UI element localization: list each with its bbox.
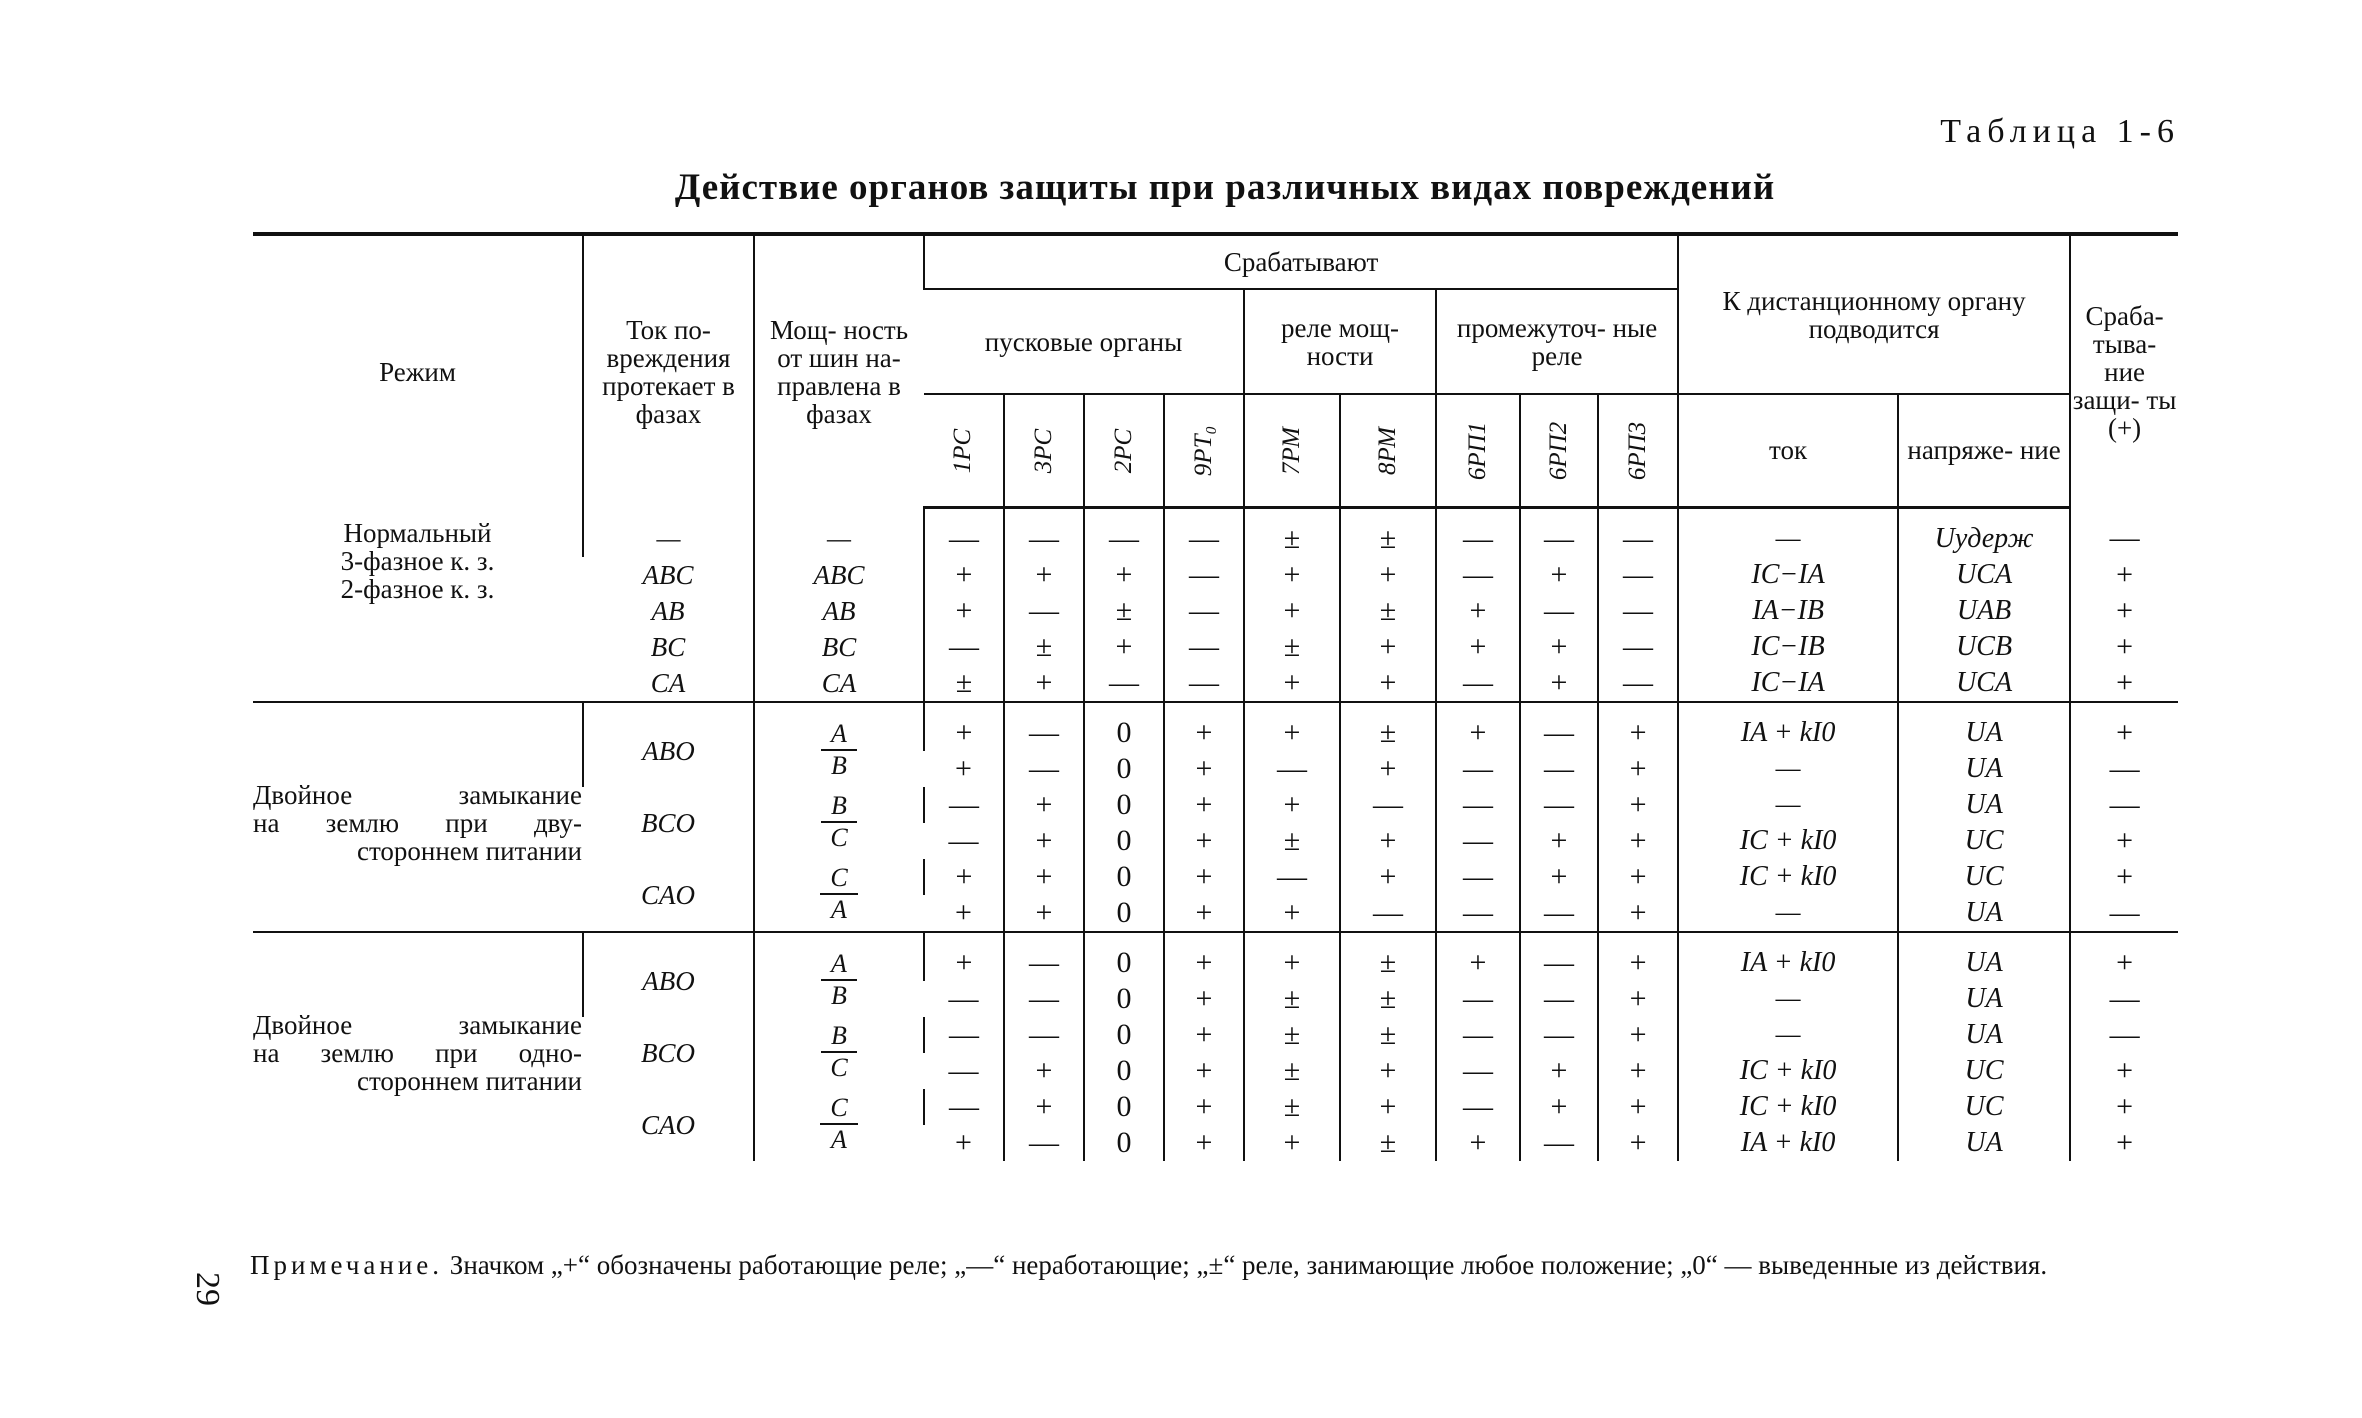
mode-line: на землю при одно-: [253, 1037, 582, 1068]
header-fault-current: Ток по- вреждения протекает в фазах: [583, 234, 754, 507]
relay-state-3rs: +: [1004, 823, 1084, 859]
relay-state-6rp2: +: [1520, 859, 1598, 895]
header-relay-6rp3: 6РП3: [1598, 394, 1678, 507]
relay-state-6rp1: +: [1436, 593, 1520, 629]
mode-line: 2-фазное к. з.: [340, 574, 495, 604]
relay-state-7rm: +: [1244, 665, 1340, 702]
relay-state-3rs: —: [1004, 751, 1084, 787]
mode-line: Двойное замыкание: [253, 1009, 582, 1040]
header-voltage: напряже- ние: [1898, 394, 2070, 507]
fault-current-phases: CAO: [641, 1109, 695, 1140]
relay-state-8rm: ±: [1340, 932, 1436, 981]
relay-state-7rm: +: [1244, 895, 1340, 932]
fraction-denominator: B: [831, 980, 847, 1010]
fraction-numerator: C: [820, 863, 857, 895]
relay-state-8rm: ±: [1340, 981, 1436, 1017]
page-number: 29: [189, 1272, 226, 1306]
fault-current-phases: —: [583, 507, 754, 557]
power-direction-fraction: [754, 1089, 924, 1161]
fault-current-phases: AB: [651, 595, 685, 626]
header-relay-2rs: 2РС: [1084, 394, 1164, 507]
table-row: [253, 702, 2178, 751]
distance-voltage: UA: [1898, 981, 2070, 1017]
relay-state-6rp2: —: [1520, 702, 1598, 751]
relay-state-9rt0: +: [1164, 1017, 1244, 1053]
protection-trip: +: [2070, 593, 2178, 629]
protection-trip: +: [2070, 859, 2178, 895]
header-protection-trip: Сраба- тыва- ние защи- ты (+): [2070, 234, 2178, 507]
distance-voltage: Uудерж: [1898, 507, 2070, 557]
relay-state-1rs: +: [955, 751, 972, 785]
relay-state-6rp2: +: [1520, 557, 1598, 593]
relay-state-3rs: ±: [1004, 629, 1084, 665]
relay-state-3rs: +: [1004, 665, 1084, 702]
relay-state-9rt0: +: [1164, 1125, 1244, 1161]
power-direction-phases: AB: [754, 593, 924, 629]
fraction-denominator: C: [830, 1052, 848, 1082]
fraction-numerator: B: [821, 1021, 857, 1053]
relay-state-6rp1: +: [1436, 932, 1520, 981]
protection-trip: +: [2070, 702, 2178, 751]
header-relay-6rp2: 6РП2: [1520, 394, 1598, 507]
relay-state-6rp3: +: [1598, 932, 1678, 981]
header-relay-7rm: 7РМ: [1244, 394, 1340, 507]
header-distance-organ: К дистанционному органу подводится: [1678, 234, 2070, 394]
table-label: Таблица 1-6: [1940, 113, 2180, 150]
protection-trip: —: [2070, 895, 2178, 932]
relay-state-8rm: +: [1340, 1053, 1436, 1089]
fraction-denominator: A: [831, 1124, 847, 1154]
protection-trip: +: [2070, 932, 2178, 981]
relay-state-1rs: +: [924, 932, 1004, 981]
relay-state-6rp3: +: [1598, 751, 1678, 787]
fraction: [821, 791, 857, 853]
relay-state-6rp3: —: [1598, 507, 1678, 557]
relay-state-8rm: ±: [1340, 1017, 1436, 1053]
relay-state-8rm: +: [1340, 751, 1436, 787]
relay-state-6rp3: +: [1598, 1089, 1678, 1125]
header-start-organs: пусковые органы: [924, 289, 1244, 394]
fraction-denominator: C: [830, 822, 848, 852]
protection-table: [253, 232, 2178, 1161]
header-relay-1rs: 1РС: [924, 394, 1004, 507]
relay-state-2rs: 0: [1084, 981, 1164, 1017]
relay-state-9rt0: —: [1164, 593, 1244, 629]
distance-current: IC−IA: [1678, 557, 1898, 593]
protection-trip: +: [2070, 823, 2178, 859]
relay-state-6rp1: +: [1436, 702, 1520, 751]
header-intermediate-relays: промежуточ- ные реле: [1436, 289, 1678, 394]
fault-current-phases: CAO: [641, 879, 695, 910]
fraction-denominator: A: [831, 894, 847, 924]
distance-current: —: [1678, 507, 1898, 557]
relay-state-6rp1: —: [1436, 507, 1520, 557]
distance-current: IC + kI0: [1678, 1053, 1898, 1089]
header-relay-6rp1: 6РП1: [1436, 394, 1520, 507]
power-direction-phases: BC: [754, 629, 924, 665]
distance-voltage: UA: [1898, 702, 2070, 751]
power-direction-phases: CA: [754, 665, 924, 702]
fault-current-phases: ABC: [642, 559, 694, 590]
fault-current-phases: ABO: [583, 932, 754, 1017]
table-body: [253, 507, 2178, 1161]
header-relay-8rm: 8РМ: [1340, 394, 1436, 507]
relay-state-1rs: —: [924, 787, 1004, 823]
relay-state-6rp2: —: [1520, 1017, 1598, 1053]
relay-state-6rp2: +: [1520, 629, 1598, 665]
mode-line: 3-фазное к. з.: [340, 546, 495, 576]
relay-state-9rt0: +: [1164, 1053, 1244, 1089]
relay-state-1rs: +: [924, 557, 1004, 593]
header-power-relays: реле мощ- ности: [1244, 289, 1436, 394]
relay-state-9rt0: +: [1164, 859, 1244, 895]
relay-state-9rt0: —: [1164, 629, 1244, 665]
relay-state-2rs: 0: [1084, 702, 1164, 751]
relay-state-6rp1: —: [1436, 859, 1520, 895]
relay-state-8rm: ±: [1340, 507, 1436, 557]
distance-current: —: [1678, 981, 1898, 1017]
mode-cell: [253, 507, 583, 702]
distance-current: IC + kI0: [1678, 823, 1898, 859]
relay-state-8rm: +: [1340, 629, 1436, 665]
power-direction-fraction: [754, 702, 924, 787]
relay-state-7rm: ±: [1244, 981, 1340, 1017]
relay-state-3rs: —: [1004, 507, 1084, 557]
fraction-denominator: B: [831, 750, 847, 780]
distance-voltage: UCB: [1898, 629, 2070, 665]
relay-state-6rp3: +: [1598, 1125, 1678, 1161]
relay-state-6rp3: —: [1598, 665, 1678, 702]
note-text: Значком „+“ обозначены работающие реле; „—“ неработающие; „±“ реле, занимающие любое положение; „0“ — выведенные из действия.: [449, 1250, 2048, 1280]
distance-voltage: UA: [1898, 895, 2070, 932]
relay-state-9rt0: +: [1164, 702, 1244, 751]
distance-voltage: UA: [1898, 751, 2070, 787]
relay-state-6rp1: —: [1436, 557, 1520, 593]
fraction: [821, 949, 857, 1011]
relay-state-6rp2: +: [1520, 1089, 1598, 1125]
fault-current-phases: BC: [650, 631, 686, 662]
relay-state-1rs: —: [948, 823, 979, 857]
distance-voltage: UC: [1898, 1089, 2070, 1125]
relay-state-6rp2: —: [1520, 1125, 1598, 1161]
mode-line: стороннем питании: [356, 1065, 582, 1096]
fault-current-phases: ABO: [583, 702, 754, 787]
relay-state-3rs: +: [1004, 787, 1084, 823]
power-direction-fraction: [754, 859, 924, 932]
relay-state-9rt0: +: [1164, 932, 1244, 981]
relay-state-9rt0: +: [1164, 895, 1244, 932]
relay-state-7rm: +: [1244, 787, 1340, 823]
relay-state-6rp3: +: [1598, 787, 1678, 823]
header-relay-3rs: 3РС: [1004, 394, 1084, 507]
protection-trip: —: [2070, 981, 2178, 1017]
protection-trip: +: [2070, 629, 2178, 665]
relay-state-8rm: ±: [1340, 593, 1436, 629]
mode-line: Нормальный: [343, 518, 492, 548]
header-current: ток: [1678, 394, 1898, 507]
power-direction-fraction: [754, 787, 924, 859]
relay-state-6rp3: +: [1598, 1017, 1678, 1053]
mode-line: Двойное замыкание: [253, 779, 582, 810]
relay-state-1rs: +: [924, 702, 1004, 751]
distance-voltage: UC: [1898, 1053, 2070, 1089]
relay-state-7rm: +: [1244, 593, 1340, 629]
relay-state-1rs: —: [924, 629, 1004, 665]
relay-state-6rp3: —: [1598, 629, 1678, 665]
relay-state-6rp1: —: [1436, 823, 1520, 859]
relay-state-1rs: +: [955, 895, 972, 929]
relay-state-3rs: +: [1004, 1053, 1084, 1089]
relay-state-7rm: —: [1244, 751, 1340, 787]
relay-state-3rs: —: [1004, 1017, 1084, 1053]
relay-state-6rp1: —: [1436, 1017, 1520, 1053]
distance-current: —: [1678, 787, 1898, 823]
relay-state-1rs: +: [955, 1125, 972, 1159]
fault-current-phases: BCO: [641, 1037, 695, 1068]
power-direction-fraction: [754, 932, 924, 1017]
protection-trip: —: [2070, 1017, 2178, 1053]
relay-state-3rs: —: [1004, 593, 1084, 629]
relay-state-3rs: +: [1004, 859, 1084, 895]
relay-state-8rm: —: [1340, 787, 1436, 823]
relay-state-6rp1: —: [1436, 1053, 1520, 1089]
relay-state-8rm: +: [1340, 1089, 1436, 1125]
relay-state-7rm: +: [1244, 702, 1340, 751]
relay-state-2rs: 0: [1084, 787, 1164, 823]
relay-state-7rm: +: [1244, 1125, 1340, 1161]
fraction: [820, 1093, 857, 1155]
relay-state-1rs: —: [924, 507, 1004, 557]
fraction-numerator: A: [821, 719, 857, 751]
relay-state-7rm: —: [1244, 859, 1340, 895]
relay-state-6rp1: —: [1436, 1089, 1520, 1125]
header-mode: Режим: [253, 234, 583, 507]
protection-trip: +: [2070, 557, 2178, 593]
relay-state-6rp3: +: [1598, 823, 1678, 859]
relay-state-9rt0: +: [1164, 823, 1244, 859]
relay-state-6rp2: +: [1520, 823, 1598, 859]
relay-state-6rp1: —: [1436, 787, 1520, 823]
relay-state-7rm: +: [1244, 557, 1340, 593]
relay-state-1rs: +: [924, 859, 1004, 895]
distance-current: IC−IB: [1678, 629, 1898, 665]
relay-state-6rp1: —: [1436, 895, 1520, 932]
relay-state-8rm: ±: [1340, 1125, 1436, 1161]
table-row: [253, 932, 2178, 981]
relay-state-3rs: +: [1004, 557, 1084, 593]
relay-state-1rs: —: [924, 1017, 1004, 1053]
relay-state-2rs: 0: [1084, 859, 1164, 895]
header-power-direction: Мощ- ность от шин на- правлена в фазах: [754, 234, 924, 507]
mode-cell: [253, 932, 583, 1161]
relay-state-9rt0: +: [1164, 1089, 1244, 1125]
fraction: [820, 863, 857, 925]
relay-state-6rp3: +: [1598, 895, 1678, 932]
relay-state-9rt0: —: [1164, 665, 1244, 702]
distance-current: —: [1678, 751, 1898, 787]
relay-state-9rt0: +: [1164, 981, 1244, 1017]
table-row: [253, 507, 2178, 557]
distance-voltage: UA: [1898, 1125, 2070, 1161]
relay-state-2rs: —: [1084, 665, 1164, 702]
relay-state-7rm: +: [1244, 932, 1340, 981]
fraction: [821, 1021, 857, 1083]
distance-current: IA + kI0: [1678, 702, 1898, 751]
relay-state-8rm: +: [1340, 823, 1436, 859]
fault-current-phases: CA: [650, 667, 686, 698]
relay-state-6rp3: —: [1598, 593, 1678, 629]
relay-state-2rs: +: [1084, 557, 1164, 593]
relay-state-1rs: ±: [924, 665, 1004, 702]
relay-state-6rp1: —: [1436, 751, 1520, 787]
relay-state-6rp3: —: [1598, 557, 1678, 593]
protection-trip: +: [2070, 665, 2178, 702]
relay-state-1rs: +: [924, 593, 1004, 629]
protection-trip: —: [2070, 507, 2178, 557]
relay-state-6rp2: —: [1520, 981, 1598, 1017]
protection-trip: —: [2070, 751, 2178, 787]
relay-state-6rp1: +: [1436, 629, 1520, 665]
relay-state-6rp1: —: [1436, 981, 1520, 1017]
relay-state-2rs: 0: [1084, 751, 1164, 787]
distance-current: —: [1678, 1017, 1898, 1053]
relay-state-6rp2: —: [1520, 751, 1598, 787]
relay-state-8rm: +: [1340, 859, 1436, 895]
relay-state-9rt0: +: [1164, 787, 1244, 823]
protection-trip: +: [2070, 1125, 2178, 1161]
distance-current: IC−IA: [1678, 665, 1898, 702]
mode-cell: [253, 702, 583, 932]
relay-state-6rp2: —: [1520, 593, 1598, 629]
relay-state-6rp1: —: [1436, 665, 1520, 702]
relay-state-2rs: 0: [1084, 1053, 1164, 1089]
relay-state-2rs: 0: [1084, 1125, 1164, 1161]
distance-voltage: UA: [1898, 787, 2070, 823]
relay-state-1rs: —: [948, 981, 979, 1015]
relay-state-1rs: —: [948, 1053, 979, 1087]
relay-state-6rp2: —: [1520, 895, 1598, 932]
distance-current: —: [1678, 895, 1898, 932]
relay-state-6rp2: —: [1520, 787, 1598, 823]
relay-state-3rs: —: [1004, 932, 1084, 981]
relay-state-7rm: ±: [1244, 1053, 1340, 1089]
relay-state-2rs: 0: [1084, 895, 1164, 932]
protection-trip: +: [2070, 1089, 2178, 1125]
relay-state-6rp2: +: [1520, 1053, 1598, 1089]
relay-state-8rm: +: [1340, 665, 1436, 702]
relay-state-1rs: —: [924, 1089, 1004, 1125]
distance-voltage: UC: [1898, 823, 2070, 859]
relay-state-7rm: ±: [1244, 629, 1340, 665]
relay-state-3rs: —: [1004, 702, 1084, 751]
relay-state-9rt0: —: [1164, 557, 1244, 593]
power-direction-phases: ABC: [754, 557, 924, 593]
relay-state-3rs: +: [1004, 895, 1084, 932]
table-title: Действие органов защиты при различных видах повреждений: [674, 167, 1776, 208]
protection-trip: +: [2070, 1053, 2178, 1089]
distance-voltage: UCA: [1898, 557, 2070, 593]
relay-state-6rp2: —: [1520, 932, 1598, 981]
relay-state-3rs: —: [1004, 1125, 1084, 1161]
relay-state-2rs: 0: [1084, 1089, 1164, 1125]
fraction-numerator: A: [821, 949, 857, 981]
relay-state-7rm: ±: [1244, 1089, 1340, 1125]
relay-state-9rt0: —: [1164, 507, 1244, 557]
relay-state-2rs: +: [1084, 629, 1164, 665]
relay-state-2rs: 0: [1084, 1017, 1164, 1053]
fault-current-phases: BCO: [641, 807, 695, 838]
mode-line: стороннем питании: [356, 835, 582, 866]
footnote: [250, 1250, 2180, 1280]
header-relay-9rt0: 9РТ₀: [1164, 394, 1244, 507]
relay-state-3rs: —: [1004, 981, 1084, 1017]
relay-state-2rs: ±: [1084, 593, 1164, 629]
relay-state-6rp3: +: [1598, 702, 1678, 751]
relay-state-8rm: +: [1340, 557, 1436, 593]
relay-state-6rp3: +: [1598, 981, 1678, 1017]
power-direction-phases: —: [754, 507, 924, 557]
distance-voltage: UA: [1898, 1017, 2070, 1053]
relay-state-8rm: —: [1340, 895, 1436, 932]
relay-state-2rs: —: [1084, 507, 1164, 557]
distance-voltage: UCA: [1898, 665, 2070, 702]
relay-state-7rm: ±: [1244, 1017, 1340, 1053]
distance-voltage: UC: [1898, 859, 2070, 895]
mode-line: на землю при дву-: [253, 807, 582, 838]
relay-state-9rt0: +: [1164, 751, 1244, 787]
relay-state-2rs: 0: [1084, 823, 1164, 859]
relay-state-8rm: ±: [1340, 702, 1436, 751]
distance-voltage: UA: [1898, 932, 2070, 981]
header-activated: Срабатывают: [924, 234, 1678, 289]
fraction-numerator: B: [821, 791, 857, 823]
distance-voltage: UAB: [1898, 593, 2070, 629]
note-label: Примечание.: [250, 1250, 444, 1280]
protection-trip: —: [2070, 787, 2178, 823]
distance-current: IA + kI0: [1678, 932, 1898, 981]
relay-state-6rp3: +: [1598, 859, 1678, 895]
relay-state-6rp3: +: [1598, 1053, 1678, 1089]
fraction-numerator: C: [820, 1093, 857, 1125]
distance-current: IA + kI0: [1678, 1125, 1898, 1161]
distance-current: IC + kI0: [1678, 859, 1898, 895]
relay-state-6rp2: —: [1520, 507, 1598, 557]
distance-current: IC + kI0: [1678, 1089, 1898, 1125]
relay-state-6rp1: +: [1436, 1125, 1520, 1161]
fraction: [821, 719, 857, 781]
relay-state-3rs: +: [1004, 1089, 1084, 1125]
relay-state-7rm: ±: [1244, 823, 1340, 859]
relay-state-6rp2: +: [1520, 665, 1598, 702]
distance-current: IA−IB: [1678, 593, 1898, 629]
power-direction-fraction: [754, 1017, 924, 1089]
relay-state-2rs: 0: [1084, 932, 1164, 981]
relay-state-7rm: ±: [1244, 507, 1340, 557]
